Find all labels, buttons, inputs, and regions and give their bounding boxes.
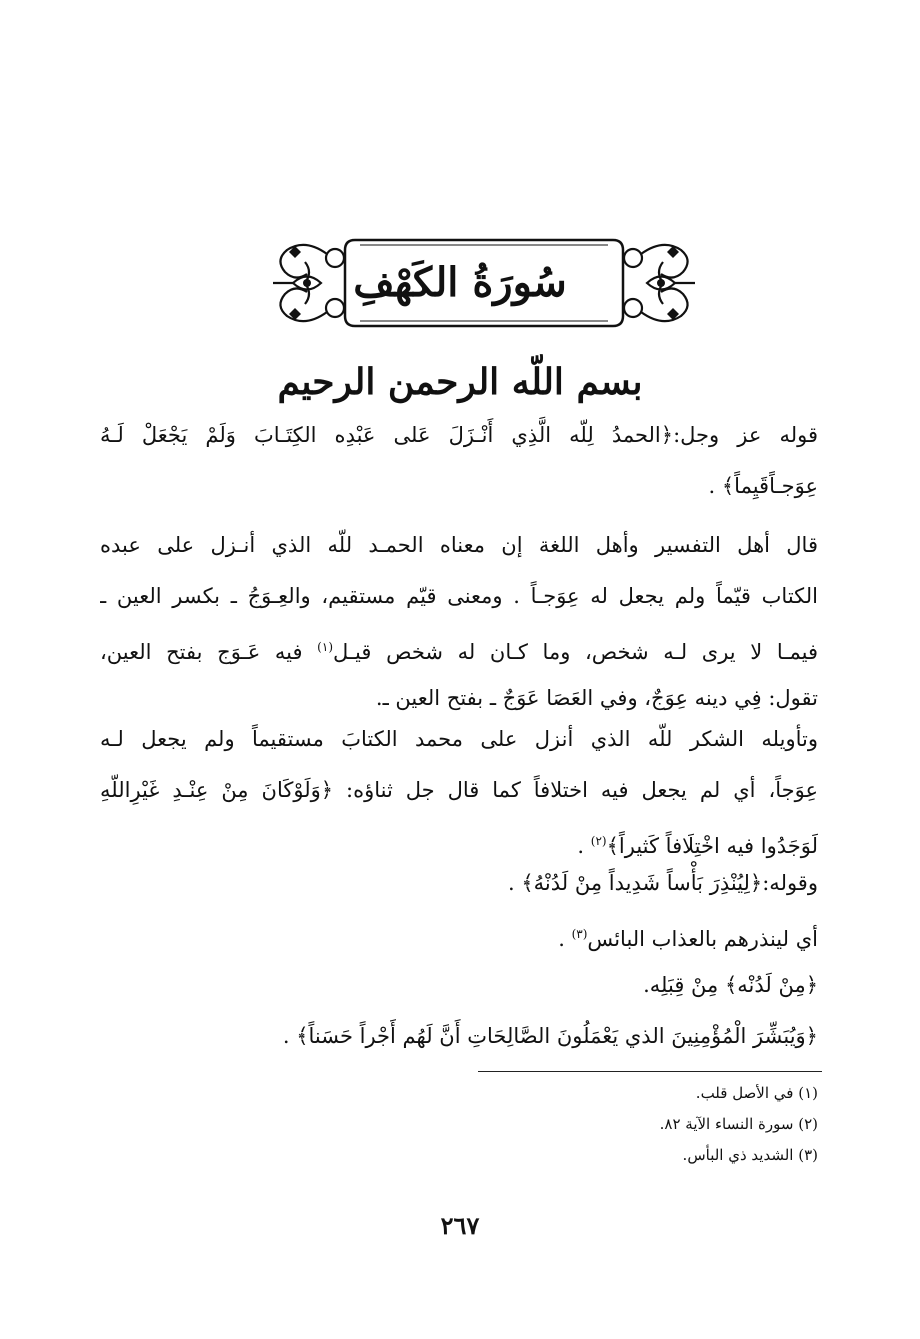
text-line: تقول: فِي دينه عِوَجٌ، وفي العَصَا عَوَجٌ ـ بفتح العين ـ. [375, 686, 818, 710]
text-line: الكتاب قيّماً ولم يجعل له عِوَجـاً . ومعنى قيّم مستقيم، والعِـوَجُ ـ بكسر العين ـ [100, 584, 818, 608]
text-line: وتأويله الشكر للّه الذي أنزل على محمد الكتابَ مستقيماً ولم يجعل لـه [100, 727, 818, 751]
surah-title: سُورَةُ الكَهْفِ [353, 259, 567, 306]
text-segment: أي لينذرهم بالعذاب البائس [587, 927, 818, 951]
text-segment: . [577, 834, 591, 858]
footnote-reference[interactable]: (٢) [590, 834, 607, 848]
paragraph-2 [100, 520, 818, 724]
text-segment: . [558, 927, 572, 951]
footnote-item: (٣) الشديد ذي البأس. [682, 1146, 818, 1164]
footnote-divider [478, 1071, 822, 1072]
text-line: عِوَجـاًقَيِماً﴾ . [708, 474, 818, 498]
page-number: ٢٦٧ [440, 1211, 480, 1240]
text-line: قوله عز وجل:﴿الحمدُ لِلّه الَّذِي أَنْـزَلَ عَلى عَبْدِه الكِتَـابَ وَلَمْ يَجْعَلْ لَـهُ [100, 423, 818, 447]
footnote-item: (٢) سورة النساء الآية ٨٢. [659, 1115, 818, 1133]
footnote-reference[interactable]: (٣) [571, 927, 588, 941]
text-segment: فيه عَـوَج بفتح العين، [100, 640, 318, 664]
text-line [218, 909, 818, 960]
basmala-heading: بسم اللّه الرحمن الرحيم [277, 361, 643, 403]
footnotes [478, 1078, 818, 1171]
text-line [100, 622, 818, 673]
text-line: ﴿وَيُبَشِّرَ الْمُؤْمِنِينَ الذي يَعْمَلُونَ الصَّالِحَاتِ أَنَّ لَهُم أَجْراً حَسَناً﴾ . [282, 1024, 818, 1048]
paragraph-4-continued [218, 1011, 818, 1062]
text-line: وقوله:﴿لِيُنْذِرَ بَأْساً شَدِيداً مِنْ لَدُنْهُ﴾ . [508, 871, 818, 895]
text-segment: فيمـا لا يرى لـه شخص، وما كـان له شخص قيـل [333, 640, 818, 664]
paragraph-1 [100, 410, 818, 512]
paragraph-4 [218, 858, 818, 1011]
text-line: قال أهل التفسير وأهل اللغة إن معناه الحمـد للّه الذي أنـزل على عبده [100, 533, 818, 557]
footnote-reference[interactable]: (١) [317, 640, 333, 654]
text-line: عِوَجاً، أي لم يجعل فيه اختلافاً كما قال جل ثناؤه: ﴿وَلَوْكَانَ مِنْ عِنْـدِ غَيْرِاللّهِ [100, 778, 818, 802]
footnote-item: (١) في الأصل قلب. [695, 1084, 818, 1102]
text-segment: لَوَجَدُوا فيه اخْتِلَافاً كَثيراً﴾ [606, 834, 818, 858]
text-line: ﴿مِنْ لَدُنْه﴾ مِنْ قِبَلِه. [643, 973, 818, 997]
paragraph-3 [100, 714, 818, 867]
